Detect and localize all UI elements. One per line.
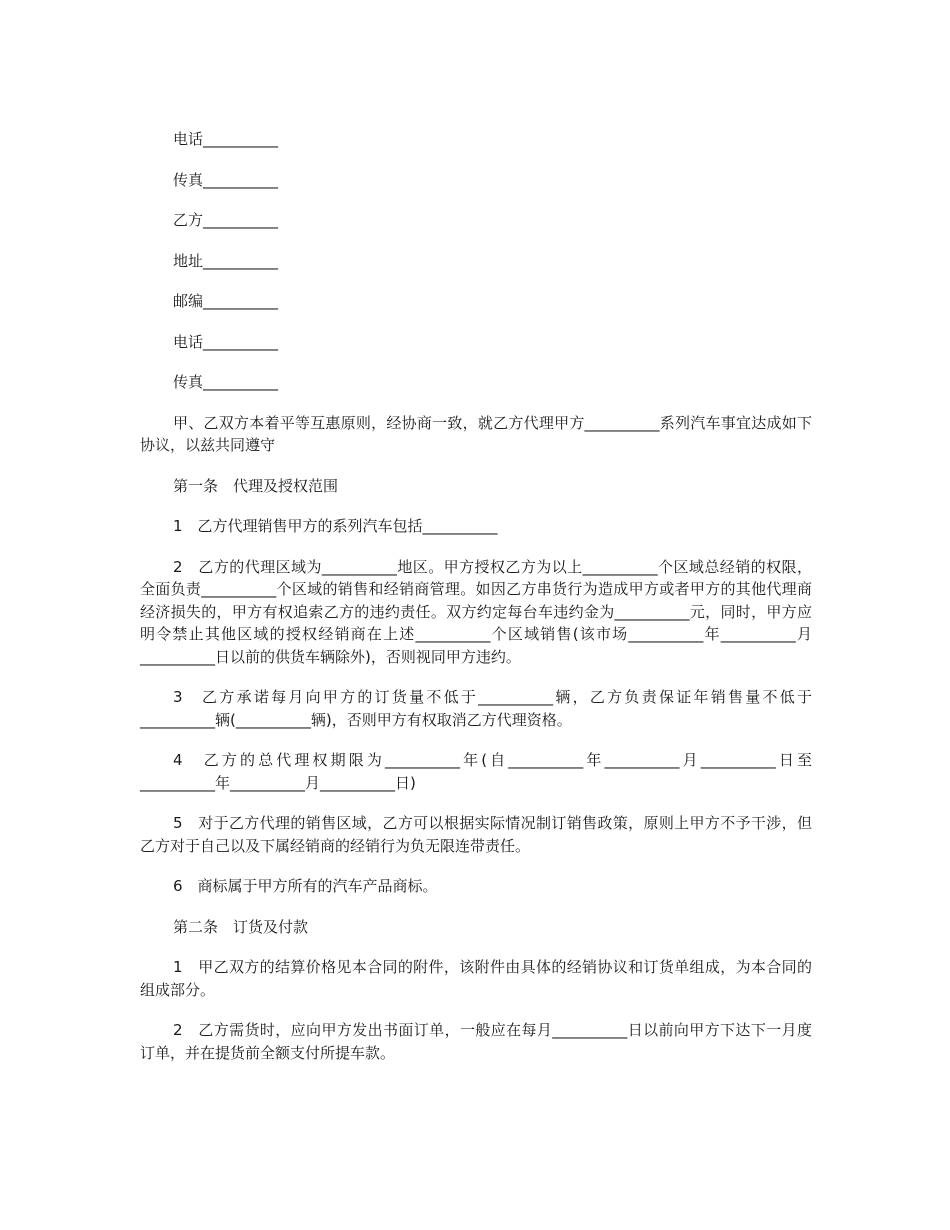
field-fax-b: 传真__________: [173, 373, 279, 391]
article-1-item-2: 2 乙方的代理区域为__________地区。甲方授权乙方为以上__________个区域总经销的权限，全面负责__________个区域的销售和经销商管理。如因乙方串货行为造成甲方或者甲方的其他代理商经济损失的，甲方有权追索乙方的违约责任。双方约定每台车违约金为__________元，同时，甲方应明令禁止其他区域的授权经销商在上述__________个区域销售(该市场__________年__________月__________日以前的供货车辆除外)，否则视同甲方违约。: [140, 557, 812, 666]
field-fax: 传真__________: [173, 170, 279, 189]
article-1-item-4: 4 乙方的总代理权期限为__________年(自__________年__________月__________日至__________年__________月__________日): [140, 751, 812, 792]
article-1-item-1: 1 乙方代理销售甲方的系列汽车包括__________: [173, 517, 498, 535]
field-postcode: 邮编__________: [173, 292, 279, 310]
article-2-heading: 第二条 订货及付款: [173, 917, 309, 936]
field-phone-b: 电话__________: [173, 332, 279, 351]
article-2-item-2: 2 乙方需货时，应向甲方发出书面订单，一般应在每月__________日以前向甲方下达下一月度订单，并在提货前全额支付所提车款。: [140, 1021, 812, 1062]
article-1-item-5: 5 对于乙方代理的销售区域，乙方可以根据实际情况制订销售政策，原则上甲方不予干涉，但乙方对于自己以及下属经销商的经销行为负无限连带责任。: [140, 814, 812, 855]
article-1-heading: 第一条 代理及授权范围: [173, 476, 339, 495]
field-phone: 电话__________: [173, 130, 279, 148]
article-1-item-6: 6 商标属于甲方所有的汽车产品商标。: [173, 877, 438, 895]
article-1-item-3: 3 乙方承诺每月向甲方的订货量不低于__________辆，乙方负责保证年销售量不低于__________辆(__________辆)，否则甲方有权取消乙方代理资格。: [140, 688, 812, 729]
field-address: 地址__________: [173, 251, 279, 270]
contract-page: [140, 128, 812, 1082]
field-party-b: 乙方__________: [173, 211, 279, 229]
article-2-item-1: 1 甲乙双方的结算价格见本合同的附件，该附件由具体的经销协议和订货单组成，为本合同的组成部分。: [140, 958, 812, 999]
intro-paragraph: 甲、乙双方本着平等互惠原则，经协商一致，就乙方代理甲方__________系列汽车事宜达成如下协议，以兹共同遵守: [140, 413, 812, 454]
